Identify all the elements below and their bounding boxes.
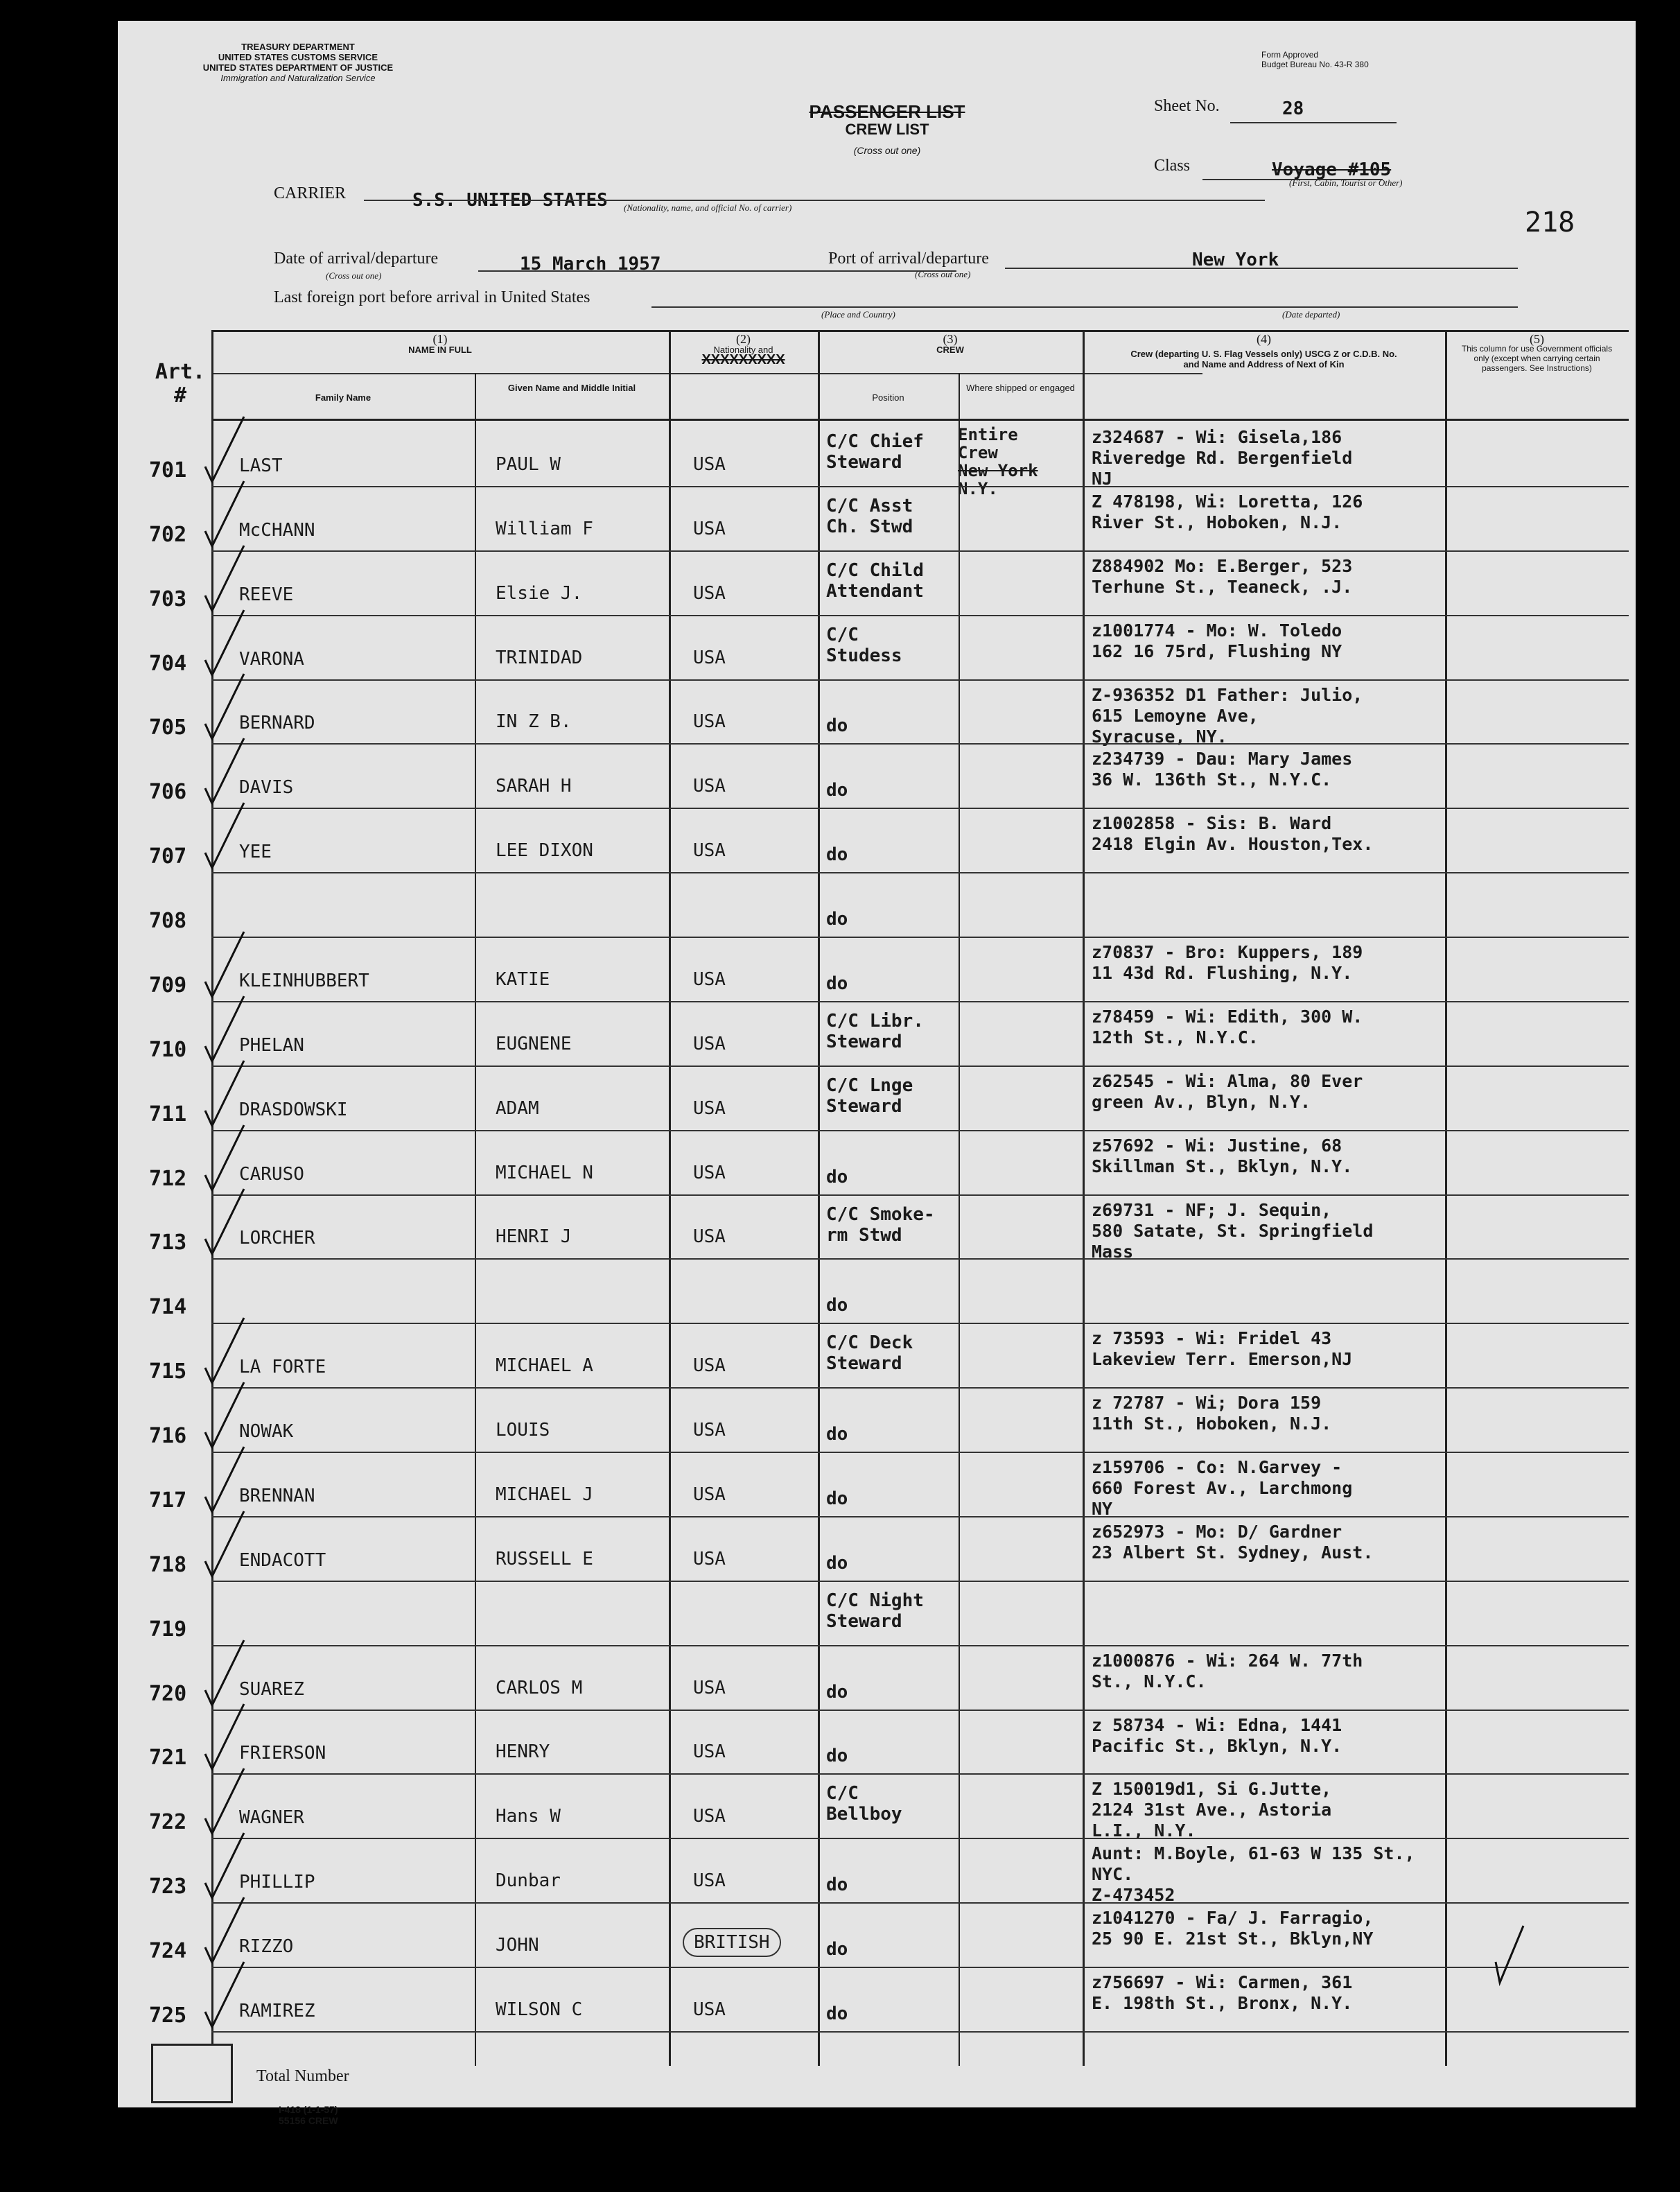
art-number: 724	[149, 1939, 187, 1964]
art-number: 701	[149, 458, 187, 482]
next-of-kin: Z884902 Mo: E.Berger, 523	[1092, 555, 1353, 576]
position: do	[826, 1681, 848, 1703]
title-note: (Cross out one)	[853, 145, 921, 156]
agency-line: Immigration and Naturalization Service	[220, 73, 376, 83]
class-value: Voyage #105	[1272, 159, 1392, 180]
col3-shipped: Where shipped or engaged	[966, 383, 1075, 393]
row-divider	[211, 2031, 1629, 2033]
art-number: 717	[149, 1488, 187, 1513]
col2-title: Nationality and	[713, 345, 773, 355]
nationality: BRITISH	[683, 1928, 781, 1957]
row-divider	[211, 1001, 1629, 1002]
grid-line	[1083, 331, 1085, 2066]
col3-num: (3)	[943, 332, 958, 346]
check-mark-icon	[201, 1955, 250, 2031]
last-port-underline	[651, 306, 1518, 308]
position: Steward	[826, 452, 902, 473]
given-name: ADAM	[496, 1097, 539, 1119]
given-name: SARAH H	[496, 776, 572, 797]
col2-struck: XXXXXXXXX	[701, 352, 785, 367]
position: C/C Chief	[826, 431, 924, 452]
next-of-kin: NJ	[1092, 469, 1113, 489]
given-name: HENRI J	[496, 1226, 572, 1248]
next-of-kin: z1041270 - Fa/ J. Farragio,	[1092, 1908, 1374, 1929]
art-number: 715	[149, 1359, 187, 1384]
table-top-border	[211, 330, 1629, 332]
family-name: FRIERSON	[239, 1743, 326, 1764]
row-divider	[211, 1710, 1629, 1711]
nationality: USA	[693, 968, 726, 990]
art-number: 702	[149, 522, 187, 547]
family-name: McCHANN	[239, 519, 315, 541]
col1-family: Family Name	[315, 392, 371, 403]
table-subheader-line	[211, 373, 1202, 374]
family-name: RIZZO	[239, 1936, 294, 1958]
row-divider	[211, 872, 1629, 873]
next-of-kin: 36 W. 136th St., N.Y.C.	[1092, 769, 1332, 790]
row-divider	[211, 486, 1629, 487]
form-approved	[1261, 50, 1442, 69]
row-divider	[211, 1773, 1629, 1775]
given-name: CARLOS M	[496, 1677, 583, 1698]
position: do	[826, 909, 848, 930]
given-name: JOHN	[496, 1935, 539, 1956]
position: rm Stwd	[826, 1224, 902, 1246]
agency-line: UNITED STATES DEPARTMENT OF JUSTICE	[202, 62, 394, 73]
given-name: IN Z B.	[496, 711, 572, 733]
nationality: USA	[693, 1548, 726, 1569]
art-number: 713	[149, 1230, 187, 1255]
art-number: 712	[149, 1166, 187, 1191]
next-of-kin: z78459 - Wi: Edith, 300 W.	[1092, 1006, 1363, 1027]
position: C/C Lnge	[826, 1075, 913, 1096]
next-of-kin: z756697 - Wi: Carmen, 361	[1092, 1972, 1353, 1993]
position: Steward	[826, 1031, 902, 1052]
position: do	[826, 973, 848, 994]
given-name: MICHAEL J	[496, 1484, 593, 1505]
next-of-kin: Terhune St., Teaneck, .J.	[1092, 576, 1353, 597]
title-main: CREW LIST	[845, 121, 929, 138]
next-of-kin: Z-473452	[1092, 1885, 1175, 1906]
next-of-kin: z1002858 - Sis: B. Ward	[1092, 813, 1332, 834]
date-value: 15 March 1957	[520, 254, 661, 275]
given-name: MICHAEL A	[496, 1355, 593, 1377]
art-number: 719	[149, 1617, 187, 1642]
grid-line	[669, 331, 671, 2066]
port-caption: (Cross out one)	[915, 269, 971, 279]
art-number: 721	[149, 1746, 187, 1771]
nationality: USA	[693, 1162, 726, 1183]
row-divider	[211, 1645, 1629, 1646]
col4-num: (4)	[1257, 332, 1271, 346]
position: do	[826, 1874, 848, 1896]
col3-header	[818, 334, 1083, 355]
family-name: PHELAN	[239, 1034, 304, 1056]
row-divider	[211, 1967, 1629, 1968]
row-divider	[211, 1194, 1629, 1196]
class-caption: (First, Cabin, Tourist or Other)	[1289, 177, 1403, 188]
next-of-kin: 580 Satate, St. Springfield	[1092, 1220, 1374, 1241]
next-of-kin: Lakeview Terr. Emerson,NJ	[1092, 1349, 1353, 1370]
check-mark-icon	[1490, 1920, 1532, 1990]
next-of-kin: 660 Forest Av., Larchmong	[1092, 1478, 1353, 1499]
given-name: KATIE	[496, 968, 550, 990]
given-name: Dunbar	[496, 1870, 561, 1892]
form-code: 55156 CREW	[279, 2115, 338, 2126]
art-number: 706	[149, 780, 187, 805]
next-of-kin: z1000876 - Wi: 264 W. 77th	[1092, 1650, 1363, 1671]
art-number: 703	[149, 586, 187, 611]
next-of-kin: green Av., Blyn, N.Y.	[1092, 1091, 1311, 1112]
next-of-kin: z 73593 - Wi: Fridel 43	[1092, 1328, 1332, 1349]
port-value: New York	[1192, 250, 1279, 270]
next-of-kin: L.I., N.Y.	[1092, 1820, 1196, 1841]
page-number: 218	[1525, 207, 1575, 238]
last-port-label: Last foreign port before arrival in United States	[274, 288, 590, 306]
next-of-kin: 23 Albert St. Sydney, Aust.	[1092, 1542, 1374, 1563]
art-number: 707	[149, 844, 187, 869]
position: do	[826, 1166, 848, 1188]
nationality: USA	[693, 518, 726, 539]
art-number: 716	[149, 1424, 187, 1449]
next-of-kin: Pacific St., Bklyn, N.Y.	[1092, 1735, 1342, 1756]
position: C/C Asst	[826, 495, 913, 516]
position: do	[826, 1746, 848, 1767]
agency-line: UNITED STATES CUSTOMS SERVICE	[218, 52, 378, 62]
shipped-line: Entire	[958, 425, 1018, 444]
form-approved-line: Form Approved	[1261, 50, 1319, 60]
carrier-label: CARRIER	[274, 184, 347, 202]
next-of-kin: z234739 - Dau: Mary James	[1092, 749, 1353, 769]
date-departed-caption: (Date departed)	[1282, 309, 1340, 320]
position: C/C Child	[826, 559, 924, 581]
row-divider	[211, 1065, 1629, 1067]
given-name: HENRY	[496, 1741, 550, 1763]
given-name: LEE DIXON	[496, 840, 593, 862]
given-name: PAUL W	[496, 453, 561, 475]
position: do	[826, 1488, 848, 1509]
next-of-kin: NY	[1092, 1499, 1113, 1520]
next-of-kin: Riveredge Rd. Bergenfield	[1092, 448, 1353, 468]
next-of-kin: Skillman St., Bklyn, N.Y.	[1092, 1156, 1353, 1176]
art-number: 704	[149, 651, 187, 676]
check-mark-icon	[201, 796, 250, 872]
row-divider	[211, 679, 1629, 681]
next-of-kin: Syracuse, NY.	[1092, 726, 1227, 747]
next-of-kin: 11 43d Rd. Flushing, N.Y.	[1092, 963, 1353, 984]
next-of-kin: Z 478198, Wi: Loretta, 126	[1092, 491, 1363, 512]
row-divider	[211, 1130, 1629, 1131]
nationality: USA	[693, 1226, 726, 1248]
title-struck: PASSENGER LIST	[809, 101, 965, 122]
grid-line	[475, 373, 476, 2066]
art-number: 711	[149, 1102, 187, 1127]
nationality: USA	[693, 647, 726, 668]
art-number: 708	[149, 909, 187, 934]
grid-line	[1445, 331, 1447, 2066]
nationality: USA	[693, 1870, 726, 1892]
col4-title: Crew (departing U. S. Flag Vessels only) USCG Z or C.D.B. No. and Name and Address of Next of Kin	[1130, 349, 1397, 369]
row-divider	[211, 1323, 1629, 1324]
grid-line	[818, 331, 820, 2066]
row-divider	[211, 1581, 1629, 1582]
art-number: 705	[149, 715, 187, 740]
nationality: USA	[693, 1033, 726, 1054]
next-of-kin: Z 150019d1, Si G.Jutte,	[1092, 1779, 1332, 1800]
art-header: Art. #	[155, 360, 206, 408]
position: C/C Deck	[826, 1332, 913, 1354]
family-name: NOWAK	[239, 1421, 294, 1443]
art-number: 720	[149, 1681, 187, 1706]
family-name: LA FORTE	[239, 1357, 326, 1378]
next-of-kin: Mass	[1092, 1241, 1134, 1262]
row-divider	[211, 1387, 1629, 1389]
col5-title: This column for use Government officials only (except when carrying certain passengers. See Instructions)	[1461, 344, 1613, 373]
port-label: Port of arrival/departure	[828, 250, 989, 268]
nationality: USA	[693, 1355, 726, 1377]
row-divider	[211, 743, 1629, 745]
next-of-kin: 615 Lemoyne Ave,	[1092, 705, 1259, 726]
place-caption: (Place and Country)	[821, 309, 895, 320]
form-approved-line: Budget Bureau No. 43-R 380	[1261, 60, 1369, 69]
next-of-kin: NYC.	[1092, 1864, 1134, 1885]
position: do	[826, 715, 848, 737]
date-caption: (Cross out one)	[326, 270, 382, 281]
next-of-kin: 162 16 75rd, Flushing NY	[1092, 641, 1342, 661]
nationality: USA	[693, 1806, 726, 1827]
next-of-kin: 25 90 E. 21st St., Bklyn,NY	[1092, 1929, 1374, 1949]
table-header-bottom	[211, 419, 1629, 421]
col2-num: (2)	[736, 332, 751, 346]
port-underline	[1005, 268, 1518, 269]
family-name: DAVIS	[239, 777, 294, 799]
given-name: LOUIS	[496, 1420, 550, 1441]
family-name: KLEINHUBBERT	[239, 970, 369, 991]
row-divider	[211, 808, 1629, 809]
position: Studess	[826, 645, 902, 666]
art-number: 710	[149, 1037, 187, 1062]
next-of-kin: St., N.Y.C.	[1092, 1671, 1207, 1691]
agency-block	[146, 42, 450, 83]
family-name: WAGNER	[239, 1807, 304, 1829]
art-number: 725	[149, 2003, 187, 2028]
family-name: SUAREZ	[239, 1678, 304, 1700]
next-of-kin: 11th St., Hoboken, N.J.	[1092, 1414, 1332, 1434]
nationality: USA	[693, 1741, 726, 1763]
carrier-caption: (Nationality, name, and official No. of carrier)	[624, 202, 792, 213]
next-of-kin: z1001774 - Mo: W. Toledo	[1092, 620, 1342, 641]
check-mark-icon	[201, 1504, 250, 1581]
next-of-kin: z69731 - NF; J. Sequin,	[1092, 1199, 1332, 1220]
shipped-line: Crew	[958, 443, 998, 462]
family-name: VARONA	[239, 648, 304, 670]
nationality: USA	[693, 1484, 726, 1505]
family-name: DRASDOWSKI	[239, 1099, 348, 1120]
position: do	[826, 2003, 848, 2024]
art-number: 718	[149, 1552, 187, 1577]
next-of-kin: z70837 - Bro: Kuppers, 189	[1092, 942, 1363, 963]
given-name: Hans W	[496, 1806, 561, 1827]
next-of-kin: z324687 - Wi: Gisela,186	[1092, 427, 1342, 447]
position: C/C Night	[826, 1590, 924, 1611]
form-number: I-418 (1-1-57)	[279, 2104, 338, 2115]
row-divider	[211, 1258, 1629, 1260]
next-of-kin: z62545 - Wi: Alma, 80 Ever	[1092, 1070, 1363, 1091]
grid-line	[959, 373, 960, 2066]
position: Ch. Stwd	[826, 516, 913, 537]
position: C/C	[826, 624, 859, 645]
col1-header	[211, 334, 669, 355]
next-of-kin: 2418 Elgin Av. Houston,Tex.	[1092, 834, 1374, 855]
carrier-underline	[364, 200, 1265, 201]
col5-header	[1445, 334, 1629, 373]
document-title	[783, 103, 991, 159]
nationality: USA	[693, 776, 726, 797]
agency-line: TREASURY DEPARTMENT	[241, 42, 355, 52]
sheet-label: Sheet No.	[1154, 97, 1220, 115]
position: do	[826, 1552, 848, 1574]
nationality: USA	[693, 582, 726, 604]
class-label: Class	[1154, 157, 1191, 175]
date-label: Date of arrival/departure	[274, 250, 439, 268]
nationality: USA	[693, 1420, 726, 1441]
family-name: PHILLIP	[239, 1872, 315, 1893]
position: Steward	[826, 1353, 902, 1375]
family-name: BERNARD	[239, 713, 315, 734]
nationality: USA	[693, 840, 726, 862]
row-divider	[211, 1902, 1629, 1904]
next-of-kin: Z-936352 D1 Father: Julio,	[1092, 684, 1363, 705]
position: C/C Libr.	[826, 1010, 924, 1032]
col2-header	[669, 334, 818, 365]
family-name: BRENNAN	[239, 1485, 315, 1506]
position: do	[826, 844, 848, 866]
nationality: USA	[693, 453, 726, 475]
col5-num: (5)	[1530, 332, 1544, 346]
family-name: LAST	[239, 455, 283, 476]
art-number: 722	[149, 1810, 187, 1835]
carrier-value: S.S. UNITED STATES	[412, 190, 608, 211]
position: C/C Smoke-	[826, 1203, 935, 1225]
nationality: USA	[693, 1097, 726, 1119]
next-of-kin: z57692 - Wi: Justine, 68	[1092, 1135, 1342, 1156]
family-name: ENDACOTT	[239, 1549, 326, 1571]
family-name: CARUSO	[239, 1163, 304, 1185]
row-divider	[211, 1838, 1629, 1839]
given-name: WILSON C	[496, 1999, 583, 2020]
total-label: Total Number	[256, 2067, 349, 2085]
col1-num: (1)	[432, 332, 448, 346]
shipped-line: New York	[958, 461, 1038, 480]
next-of-kin: 2124 31st Ave., Astoria	[1092, 1800, 1332, 1820]
row-divider	[211, 937, 1629, 938]
next-of-kin: 12th St., N.Y.C.	[1092, 1027, 1259, 1047]
col3-title: CREW	[936, 345, 964, 355]
col1-given: Given Name and Middle Initial	[507, 383, 636, 393]
family-name: REEVE	[239, 584, 294, 605]
row-divider	[211, 1516, 1629, 1517]
nationality: USA	[693, 711, 726, 733]
art-number: 723	[149, 1874, 187, 1899]
next-of-kin: z 58734 - Wi: Edna, 1441	[1092, 1714, 1342, 1735]
family-name: LORCHER	[239, 1228, 315, 1249]
position: Steward	[826, 1610, 902, 1632]
given-name: TRINIDAD	[496, 647, 583, 668]
next-of-kin: River St., Hoboken, N.J.	[1092, 512, 1342, 532]
next-of-kin: Aunt: M.Boyle, 61-63 W 135 St.,	[1092, 1843, 1415, 1864]
given-name: William F	[496, 518, 593, 539]
next-of-kin: E. 198th St., Bronx, N.Y.	[1092, 1993, 1353, 2014]
row-divider	[211, 550, 1629, 552]
position: Bellboy	[826, 1804, 902, 1825]
shipped-line: N.Y.	[958, 479, 998, 498]
date-underline	[478, 270, 956, 272]
position: Steward	[826, 1095, 902, 1117]
row-divider	[211, 1452, 1629, 1453]
col4-header	[1083, 334, 1445, 369]
row-divider	[211, 615, 1629, 616]
next-of-kin: z159706 - Co: N.Garvey -	[1092, 1457, 1342, 1478]
next-of-kin: z 72787 - Wi; Dora 159	[1092, 1393, 1322, 1414]
art-number: 709	[149, 973, 187, 998]
position: C/C	[826, 1783, 859, 1804]
position: Attendant	[826, 580, 924, 602]
col1-title: NAME IN FULL	[408, 345, 472, 355]
nationality: USA	[693, 1999, 726, 2020]
given-name: RUSSELL E	[496, 1548, 593, 1569]
position: do	[826, 780, 848, 801]
given-name: EUGNENE	[496, 1033, 572, 1054]
next-of-kin: z652973 - Mo: D/ Gardner	[1092, 1521, 1342, 1542]
total-box	[151, 2044, 233, 2103]
given-name: MICHAEL N	[496, 1162, 593, 1183]
nationality: USA	[693, 1677, 726, 1698]
family-name: RAMIREZ	[239, 2001, 315, 2021]
position: do	[826, 1939, 848, 1960]
sheet-underline	[1230, 122, 1397, 123]
family-name: YEE	[239, 842, 272, 863]
given-name: Elsie J.	[496, 582, 583, 604]
position: do	[826, 1295, 848, 1316]
sheet-value: 28	[1282, 98, 1304, 119]
position: do	[826, 1424, 848, 1445]
check-mark-icon	[201, 1182, 250, 1258]
col3-position: Position	[872, 392, 904, 403]
art-number: 714	[149, 1295, 187, 1320]
crew-list-document	[118, 21, 1636, 2126]
